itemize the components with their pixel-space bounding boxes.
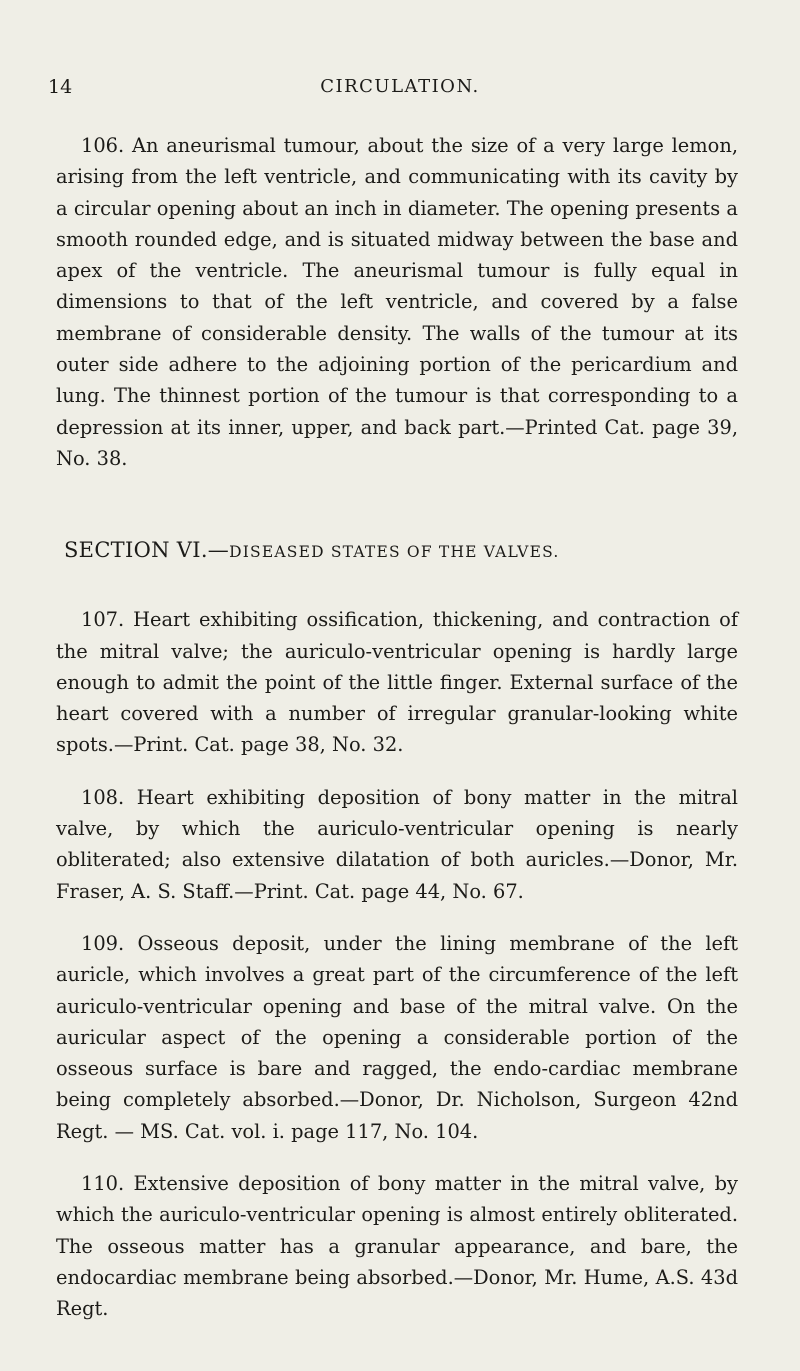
section-number: SECTION VI.— — [64, 538, 230, 563]
page-header — [48, 76, 752, 106]
catalogue-entry-107: 107. Heart exhibiting ossification, thickening, and contraction of the mitral valve; the auriculo-ventricular opening is hardly large enough to admit the point of the little finger. External surface of the heart covered with a number of irregular granular-looking white spots.—Print. Cat. page 38, No. 32. — [56, 608, 738, 757]
section-heading — [56, 538, 738, 562]
catalogue-entry-110: 110. Extensive deposition of bony matter in the mitral valve, by which the auriculo-ventricular opening is almost entirely obliterated. The osseous matter has a granular appearance, and bare, the endocardiac membrane being absorbed.—Donor, Mr. Hume, A.S. 43d Regt. — [56, 1172, 738, 1321]
page-body — [56, 130, 738, 1325]
catalogue-entry-108: 108. Heart exhibiting deposition of bony matter in the mitral valve, by which the auriculo-ventricular opening is nearly obliterated; also extensive dilatation of both auricles.—Donor, Mr. Fraser, A. S. Staff.—Print. Cat. page 44, No. 67. — [56, 785, 738, 903]
catalogue-entry-106: 106. An aneurismal tumour, about the size of a very large lemon, arising from the left ventricle, and communicating with its cavity by a circular opening about an inch in diameter. The opening presents a smooth rounded edge, and is situated midway between the base and apex of the ventricle. The aneurismal tumour is fully equal in dimensions to that of the left ventricle, and covered by a false membrane of considerable density. The walls of the tumour at its outer side adhere to the adjoining portion of the pericardium and lung. The thinnest portion of the tumour is that corresponding to a depression at its inner, upper, and back part.—Printed Cat. page 39, No. 38. — [56, 134, 738, 470]
section-title: DISEASED STATES OF THE VALVES. — [229, 543, 560, 562]
page-number: 14 — [48, 76, 73, 98]
running-head: CIRCULATION. — [320, 76, 480, 97]
catalogue-entry-109: 109. Osseous deposit, under the lining membrane of the left auricle, which involves a great part of the circumference of the left auriculo-ventricular opening and base of the mitral valve. On the auricular aspect of the opening a considerable portion of the osseous surface is bare and ragged, the endo-cardiac membrane being completely absorbed.—Donor, Dr. Nicholson, Surgeon 42nd Regt. — MS. Cat. vol. i. page 117, No. 104. — [56, 931, 738, 1143]
